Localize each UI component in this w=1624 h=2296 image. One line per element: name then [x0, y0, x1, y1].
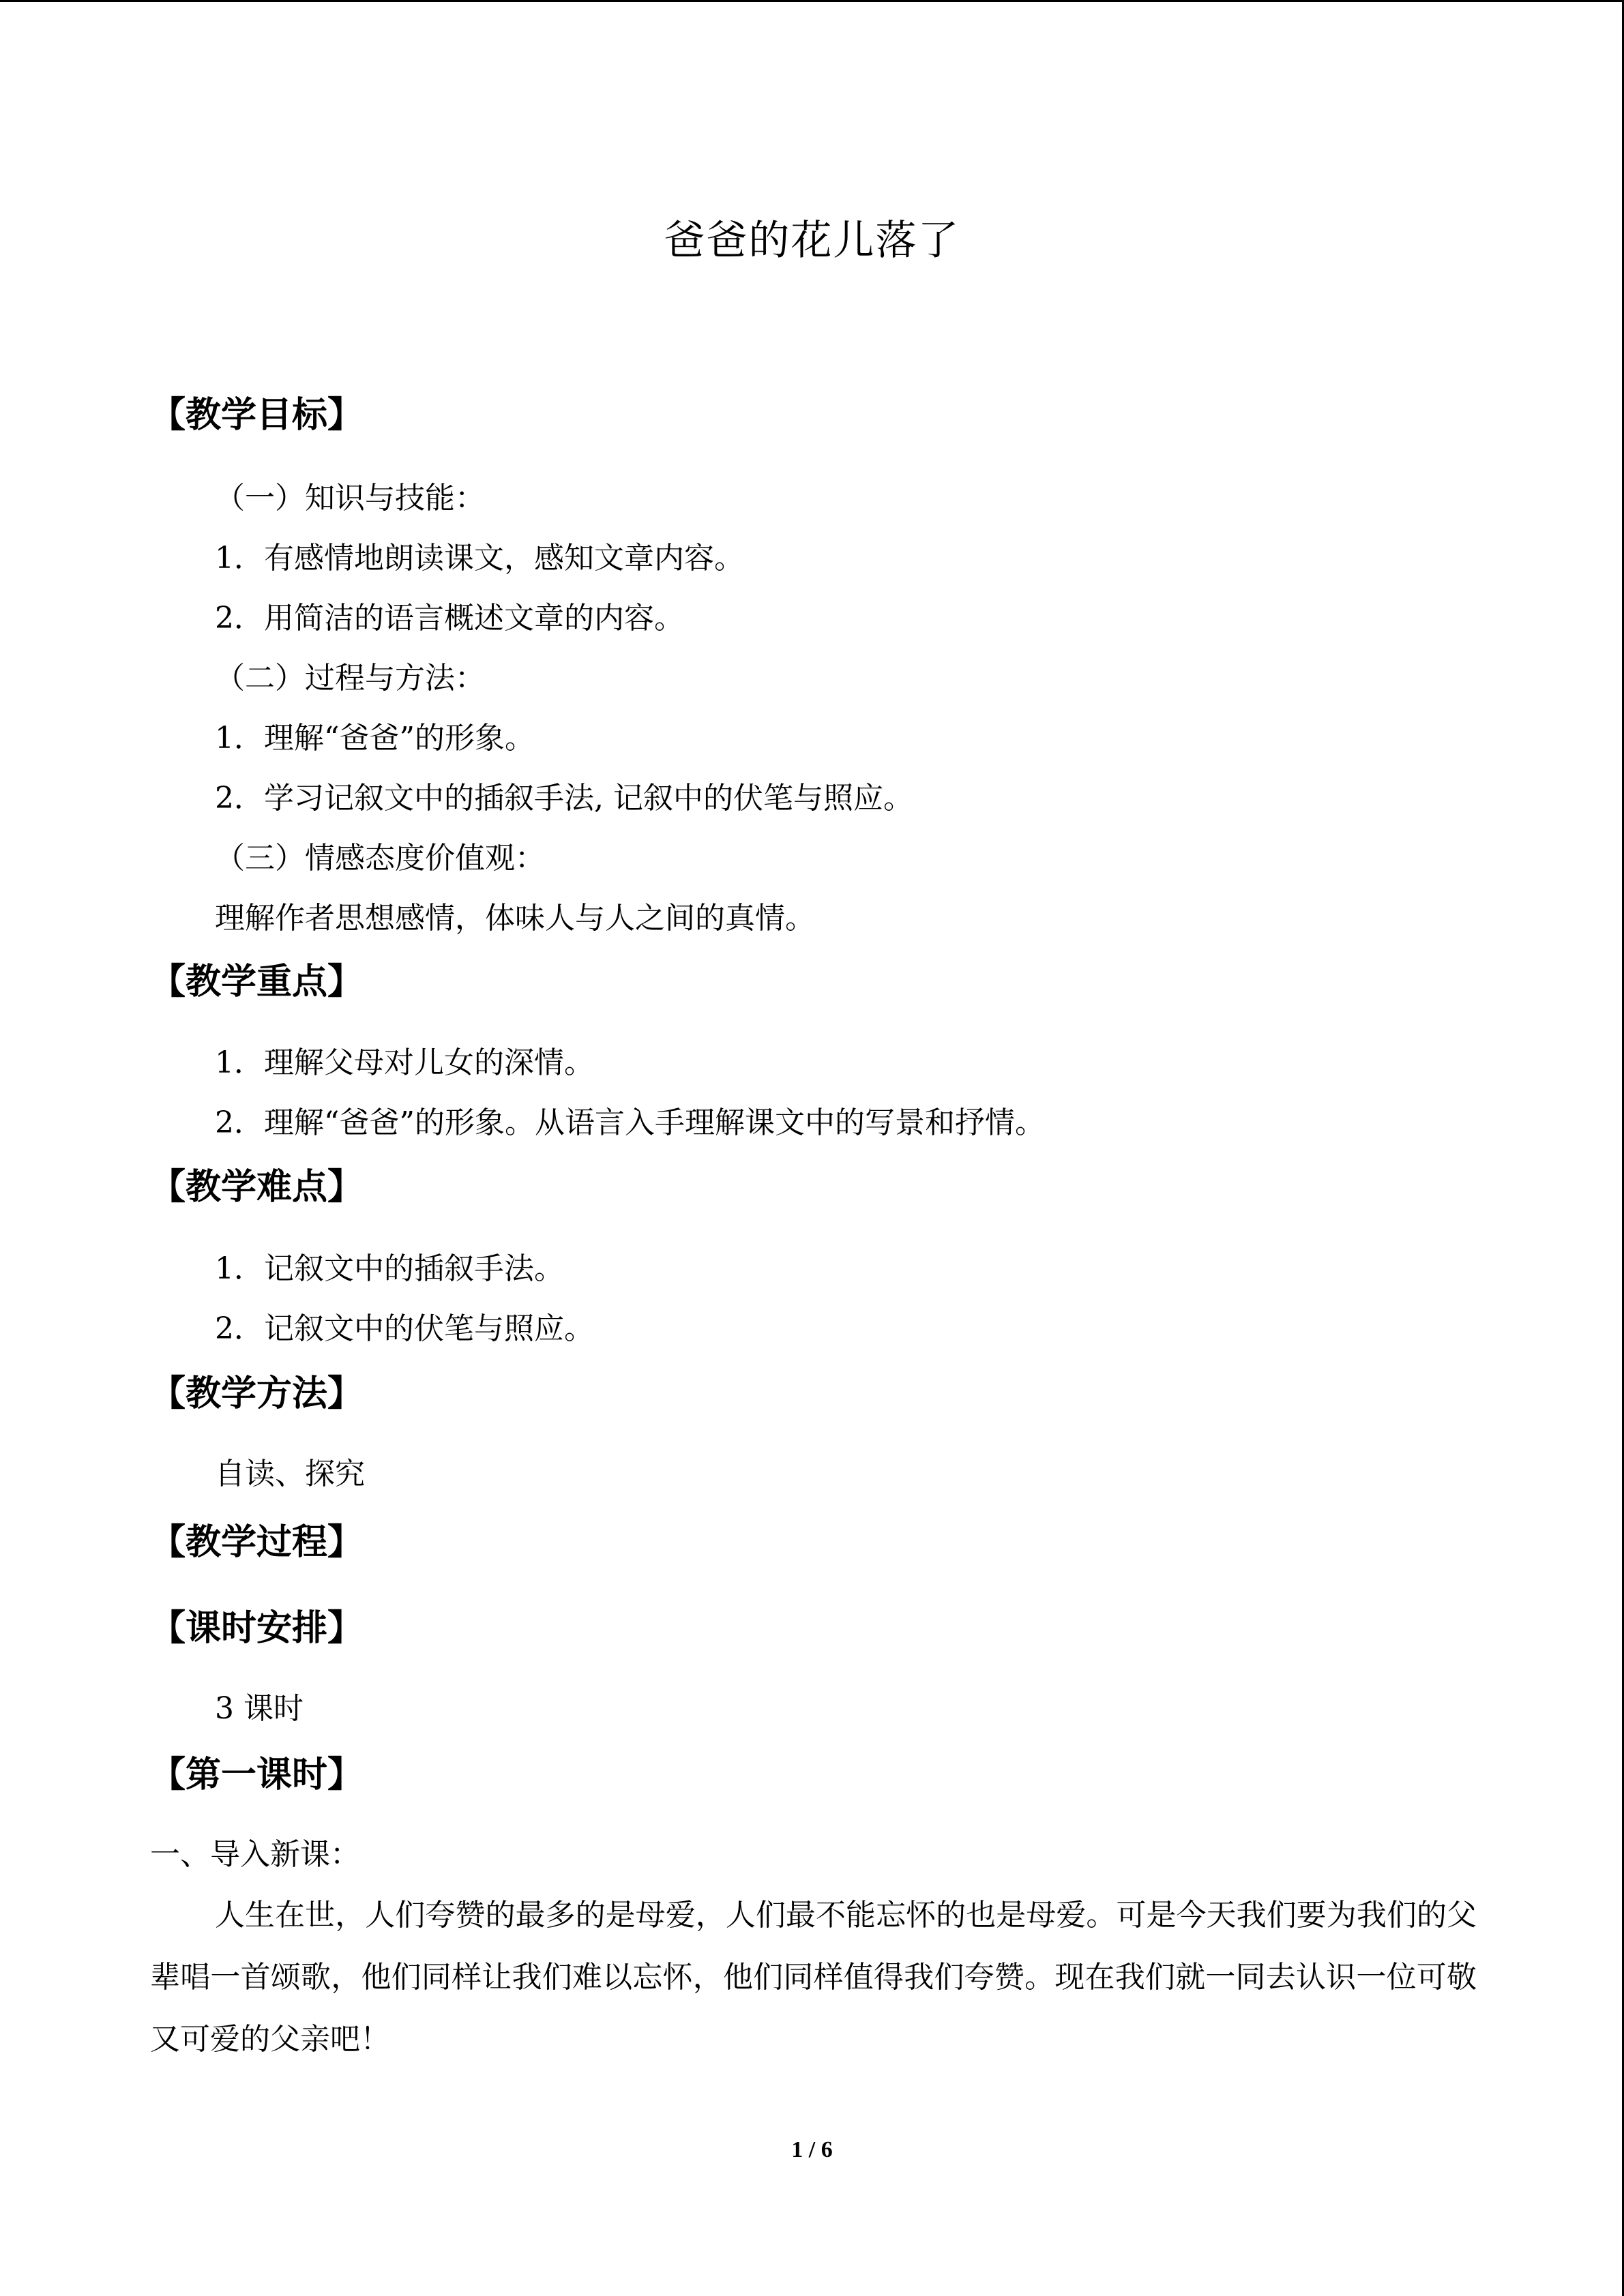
lesson-one-subheading: 一、导入新课：: [150, 1837, 360, 1872]
goals-item: 1．理解“爸爸”的形象。: [215, 721, 535, 756]
heading-lesson-one: 【第一课时】: [150, 1755, 364, 1795]
heading-key-points: 【教学重点】: [150, 961, 364, 1002]
heading-schedule: 【课时安排】: [150, 1608, 364, 1649]
goals-item: 理解作者思想感情，体味人与人之间的真情。: [215, 901, 815, 936]
goals-item: 2．用简洁的语言概述文章的内容。: [215, 601, 684, 636]
schedule-item: 3 课时: [215, 1691, 304, 1726]
heading-methods: 【教学方法】: [150, 1373, 364, 1414]
goals-item: （三）情感态度价值观：: [215, 841, 545, 876]
goals-item: 2．学习记叙文中的插叙手法, 记叙中的伏笔与照应。: [215, 781, 913, 816]
difficulties-item: 1．记叙文中的插叙手法。: [215, 1251, 564, 1286]
key-points-item: 2．理解“爸爸”的形象。从语言入手理解课文中的写景和抒情。: [215, 1105, 1045, 1140]
goals-item: （二）过程与方法：: [215, 661, 485, 696]
difficulties-item: 2．记叙文中的伏笔与照应。: [215, 1311, 594, 1346]
document-title: 爸爸的花儿落了: [664, 217, 960, 265]
goals-item: 1．有感情地朗读课文，感知文章内容。: [215, 541, 744, 576]
key-points-item: 1．理解父母对儿女的深情。: [215, 1045, 594, 1080]
lesson-one-intro-paragraph: 人生在世，人们夸赞的最多的是母爱，人们最不能忘怀的也是母爱。可是今天我们要为我们的父辈唱一首颂歌，他们同样让我们难以忘怀，他们同样值得我们夸赞。现在我们就一同去认识一位可敬又可爱的父亲吧！: [150, 1898, 1477, 2057]
goals-item: （一）知识与技能：: [215, 481, 485, 516]
heading-difficulties: 【教学难点】: [150, 1167, 364, 1208]
page-number: 1 / 6: [791, 2137, 833, 2162]
heading-process: 【教学过程】: [150, 1522, 364, 1563]
heading-teaching-goals: 【教学目标】: [150, 395, 364, 436]
methods-item: 自读、探究: [215, 1457, 365, 1491]
